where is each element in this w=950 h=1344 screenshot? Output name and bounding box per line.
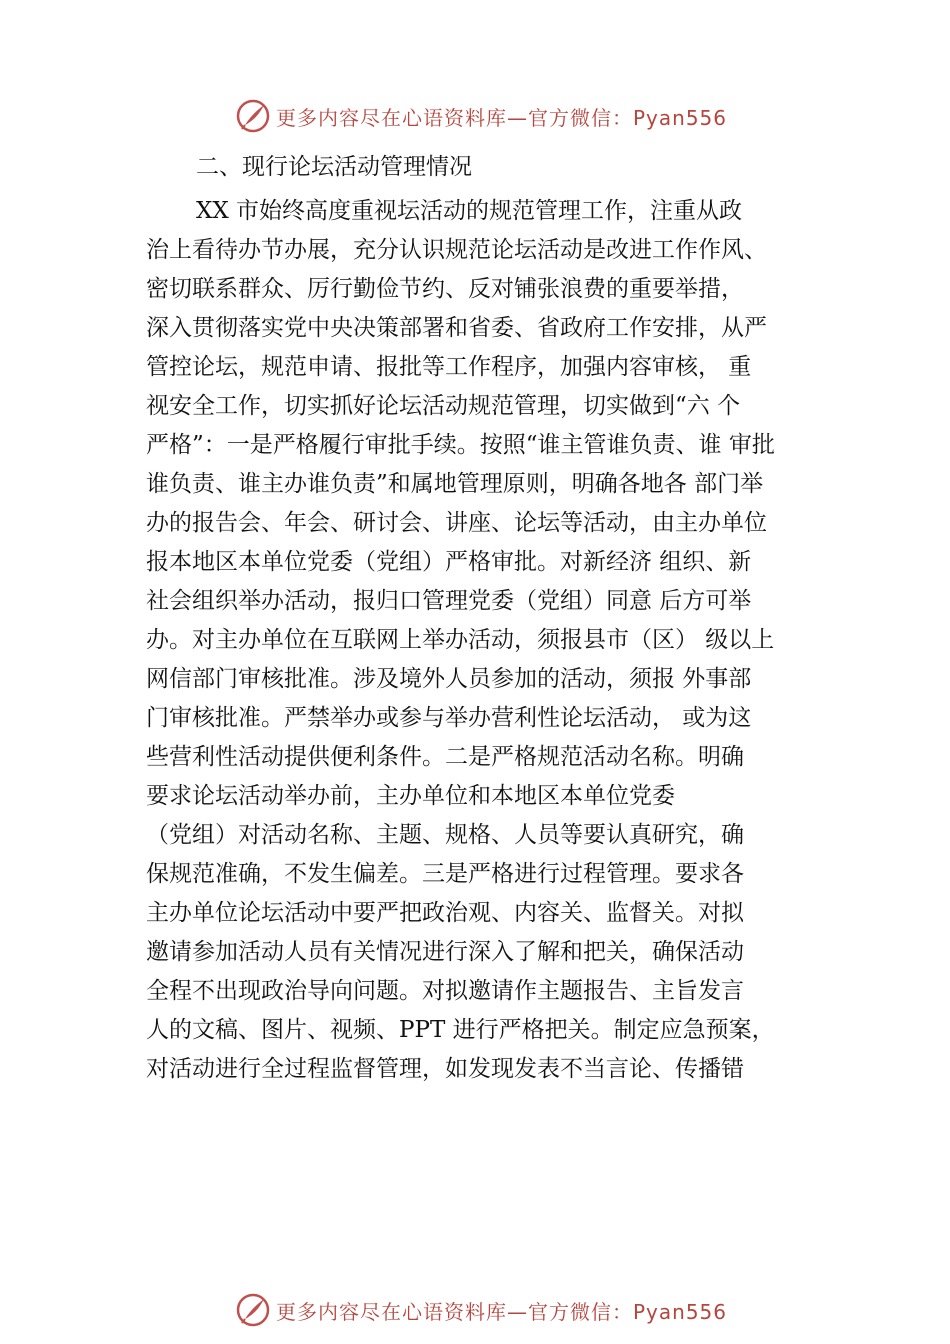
text-line: 全程不出现政治导向问题。对拟邀请作主题报告、主旨发言 xyxy=(146,978,744,1004)
quill-pen-icon xyxy=(236,99,270,133)
text-line: 些营利性活动提供便利条件。二是严格规范活动名称。明确 xyxy=(146,744,744,770)
text-line: 严格”：一是严格履行审批手续。按照“谁主管谁负责、谁 审批 xyxy=(146,432,775,458)
text-line: 治上看待办节办展，充分认识规范论坛活动是改进工作作风、 xyxy=(146,237,767,263)
text-line: 谁负责、谁主办谁负责”和属地管理原则，明确各地各 部门举 xyxy=(146,471,764,497)
footer-banner xyxy=(236,1290,756,1330)
section-heading: 二、现行论坛活动管理情况 xyxy=(196,154,472,180)
text-line: 密切联系群众、厉行勤俭节约、反对铺张浪费的重要举措， xyxy=(146,276,744,302)
text-line: （党组）对活动名称、主题、规格、人员等要认真研究，确 xyxy=(146,822,744,848)
banner-text: 更多内容尽在心语资料库—官方微信：Pyan556 xyxy=(276,105,728,130)
text-line: 对活动进行全过程监督管理，如发现发表不当言论、传播错 xyxy=(146,1056,744,1082)
text-line: 保规范准确，不发生偏差。三是严格进行过程管理。要求各 xyxy=(146,861,744,887)
text-line: 社会组织举办活动，报归口管理党委（党组）同意 后方可举 xyxy=(146,588,752,614)
text-line: 门审核批准。严禁举办或参与举办营利性论坛活动， 或为这 xyxy=(146,705,752,731)
text-line: 网信部门审核批准。涉及境外人员参加的活动，须报 外事部 xyxy=(146,666,752,692)
text-line: 深入贯彻落实党中央决策部署和省委、省政府工作安排，从严 xyxy=(146,315,767,341)
quill-pen-icon xyxy=(236,1293,270,1327)
text-line: XX 市始终高度重视坛活动的规范管理工作，注重从政 xyxy=(196,198,743,224)
text-line: 人的文稿、图片、视频、PPT 进行严格把关。制定应急预案， xyxy=(146,1017,775,1043)
text-line: 报本地区本单位党委（党组）严格审批。对新经济 组织、新 xyxy=(146,549,752,575)
text-line: 办的报告会、年会、研讨会、讲座、论坛等活动，由主办单位 xyxy=(146,510,767,536)
text-line: 管控论坛，规范申请、报批等工作程序，加强内容审核， 重 xyxy=(146,354,752,380)
text-line: 视安全工作，切实抓好论坛活动规范管理，切实做到“六 个 xyxy=(146,393,741,419)
header-banner xyxy=(236,96,756,136)
text-line: 邀请参加活动人员有关情况进行深入了解和把关，确保活动 xyxy=(146,939,744,965)
text-line: 要求论坛活动举办前，主办单位和本地区本单位党委 xyxy=(146,783,675,809)
text-line: 主办单位论坛活动中要严把政治观、内容关、监督关。对拟 xyxy=(146,900,744,926)
text-line: 办。对主办单位在互联网上举办活动，须报县市（区） 级以上 xyxy=(146,627,775,653)
banner-text: 更多内容尽在心语资料库—官方微信：Pyan556 xyxy=(276,1299,728,1324)
